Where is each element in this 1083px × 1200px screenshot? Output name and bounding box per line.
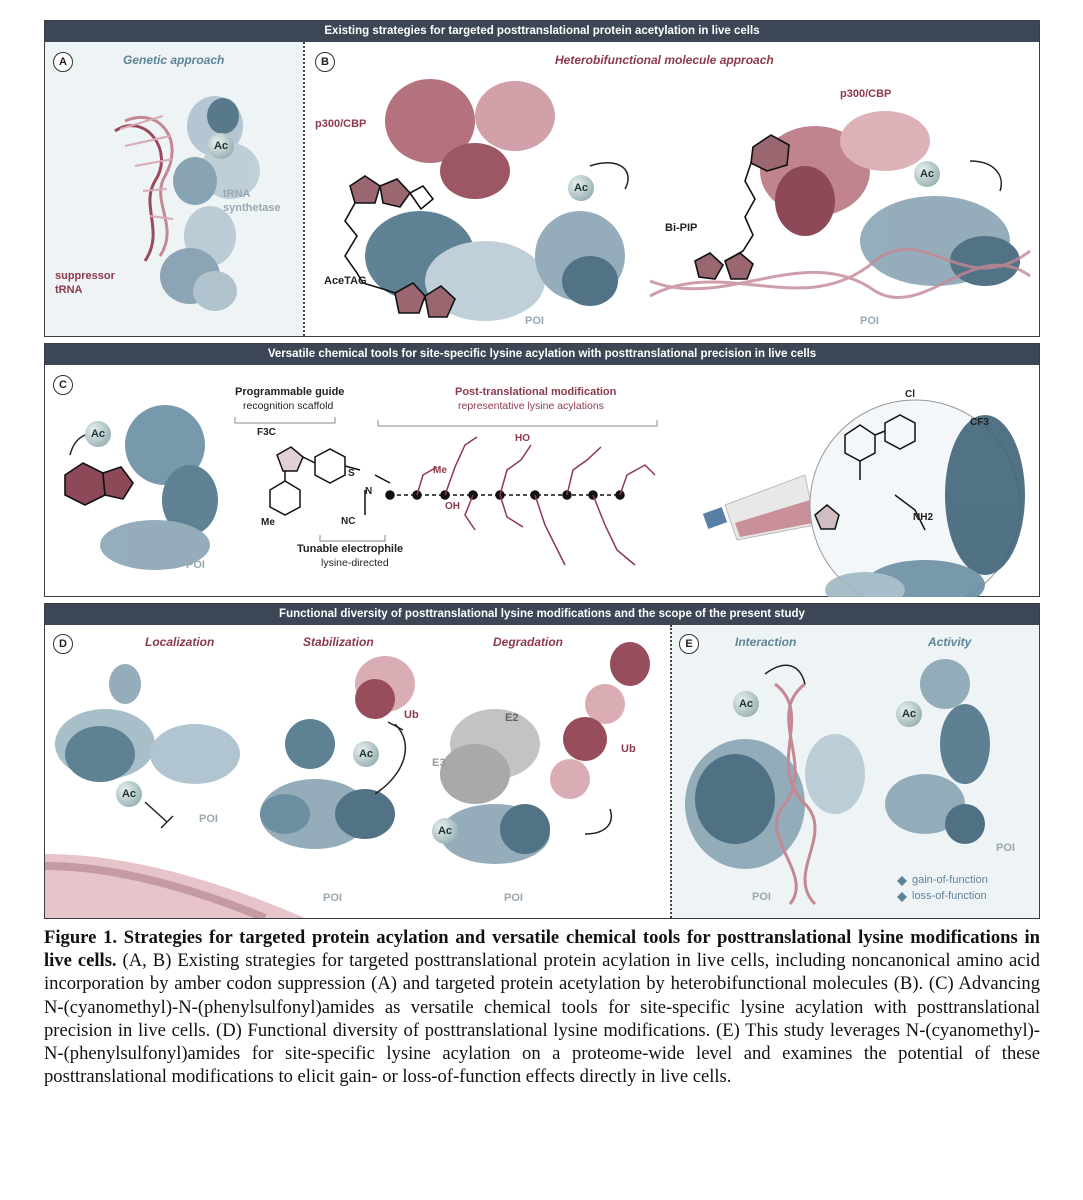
figure-caption xyxy=(44,926,1040,1088)
stabilization-title: Stabilization xyxy=(303,635,374,649)
chem-ho: HO xyxy=(515,433,530,444)
ptm-chain xyxy=(386,491,624,499)
poi-b-right: POI xyxy=(860,315,879,327)
chem-cl: Cl xyxy=(905,389,915,400)
poi-e2: POI xyxy=(996,842,1015,854)
chem-nc: NC xyxy=(341,516,356,527)
electrophile-title: Tunable electrophile xyxy=(297,543,404,555)
poi-d2: POI xyxy=(323,892,342,904)
arrow-right xyxy=(970,161,1001,191)
panel-de-art xyxy=(45,604,1039,918)
degradation-title: Degradation xyxy=(493,635,564,649)
poi-c-label: POI xyxy=(186,559,205,571)
badge-e: E xyxy=(679,634,699,654)
ptm-sub: representative lysine acylations xyxy=(458,400,604,412)
chem-f3c: F3C xyxy=(257,427,276,438)
poi-d3: POI xyxy=(504,892,523,904)
activity-title: Activity xyxy=(928,635,972,649)
genetic-approach-title: Genetic approach xyxy=(123,53,225,67)
stabilization-protein xyxy=(260,656,415,849)
chem-me-guide: Me xyxy=(261,517,275,528)
e3-label: E3 xyxy=(432,757,446,769)
poi-e1: POI xyxy=(752,891,771,903)
ub-stabilization: Ub xyxy=(404,709,419,721)
ac-badge-e2: Ac xyxy=(896,701,922,727)
ac-badge-c: Ac xyxy=(85,421,111,447)
chem-oh: OH xyxy=(445,501,460,512)
ac-badge-e1: Ac xyxy=(733,691,759,717)
acetag-label: AceTAG xyxy=(324,275,367,287)
loss-bullet xyxy=(897,892,907,902)
caption-body: (A, B) Existing strategies for targeted posttranslational protein acylation in live cells, including noncanonical amino acid incorporation by amber codon suppression (A) and targeted protein acetylation by heterobifunctional molecules (B). (C) Advancing N-(cyanomethyl)-N-(phenylsulfonyl)amides as versatile chemical tools for site-specific lysine acylation with posttranslational precision in live cells. (D) Functional diversity of posttranslational lysine modifications. (E) This study leverages N-(cyanomethyl)-N-(phenylsulfonyl)amides for site-specific lysine acylation on a proteome-wide level and examines the potential of these posttranslational modifications to elicit gain- or loss-of-function effects directly in live cells. xyxy=(44,950,1040,1088)
membrane xyxy=(45,854,305,918)
bipip-molecule xyxy=(695,135,789,279)
electrophile-sub: lysine-directed xyxy=(321,557,389,569)
panel-c-banner: Versatile chemical tools for site-specific lysine acylation with posttranslational precision in live cells xyxy=(45,344,1039,365)
badge-a: A xyxy=(53,52,73,72)
guide-structure xyxy=(270,447,390,515)
ptm-title: Post-translational modification xyxy=(455,386,617,398)
panel-c xyxy=(44,343,1040,597)
guide-title: Programmable guide xyxy=(235,386,345,398)
badge-d: D xyxy=(53,634,73,654)
bipip-label: Bi-PIP xyxy=(665,222,698,234)
guide-sub: recognition scaffold xyxy=(243,400,334,412)
arrow-left xyxy=(590,163,628,189)
p300-right-label: p300/CBP xyxy=(840,88,892,100)
caption-title: Figure 1. Strategies for targeted protein acylation and versatile chemical tools for posttranslational lysine modifications in live cells. xyxy=(44,927,1040,972)
ac-badge-a: Ac xyxy=(208,133,234,159)
panel-ab-banner: Existing strategies for targeted posttranslational protein acetylation in live cells xyxy=(45,21,1039,42)
badge-c: C xyxy=(53,375,73,395)
activity-protein xyxy=(885,659,990,844)
ac-badge-b-left: Ac xyxy=(568,175,594,201)
trna-synthetase-label: tRNA synthetase xyxy=(223,188,281,214)
acyl-shape xyxy=(65,463,105,505)
ac-badge-d1: Ac xyxy=(116,781,142,807)
ac-badge-d2: Ac xyxy=(353,741,379,767)
gain-bullet xyxy=(897,876,907,886)
interaction-protein xyxy=(685,734,865,869)
suppressor-trna xyxy=(115,116,173,261)
chem-cf3: CF3 xyxy=(970,417,989,428)
localization-title: Localization xyxy=(145,635,215,649)
p300-left-label: p300/CBP xyxy=(315,118,367,130)
localization-protein xyxy=(55,664,240,784)
ub-degradation: Ub xyxy=(621,743,636,755)
chem-me-ptm: Me xyxy=(433,465,447,476)
suppressor-trna-label: suppressor tRNA xyxy=(55,270,115,296)
e2-label: E2 xyxy=(505,712,519,724)
panel-de-banner: Functional diversity of posttranslational lysine modifications and the scope of the present study xyxy=(45,604,1039,625)
culture-flask xyxy=(703,475,815,540)
gain-of-function: gain-of-function xyxy=(912,874,988,886)
panel-ab xyxy=(44,20,1040,337)
ac-badge-b-right: Ac xyxy=(914,161,940,187)
panel-de xyxy=(44,603,1040,919)
chem-s: S xyxy=(348,468,355,479)
degradation-protein xyxy=(440,642,650,864)
badge-b: B xyxy=(315,52,335,72)
heterobifunctional-title: Heterobifunctional molecule approach xyxy=(555,53,774,67)
chem-nh2: NH2 xyxy=(913,512,934,523)
loss-of-function: loss-of-function xyxy=(912,890,987,902)
p300-left xyxy=(385,79,555,199)
poi-b-left: POI xyxy=(525,315,544,327)
poi-d1: POI xyxy=(199,813,218,825)
chem-n: N xyxy=(365,486,373,497)
poi-right xyxy=(860,196,1020,286)
panel-ab-art xyxy=(45,21,1039,336)
interaction-title: Interaction xyxy=(735,635,797,649)
ac-badge-d3: Ac xyxy=(432,818,458,844)
